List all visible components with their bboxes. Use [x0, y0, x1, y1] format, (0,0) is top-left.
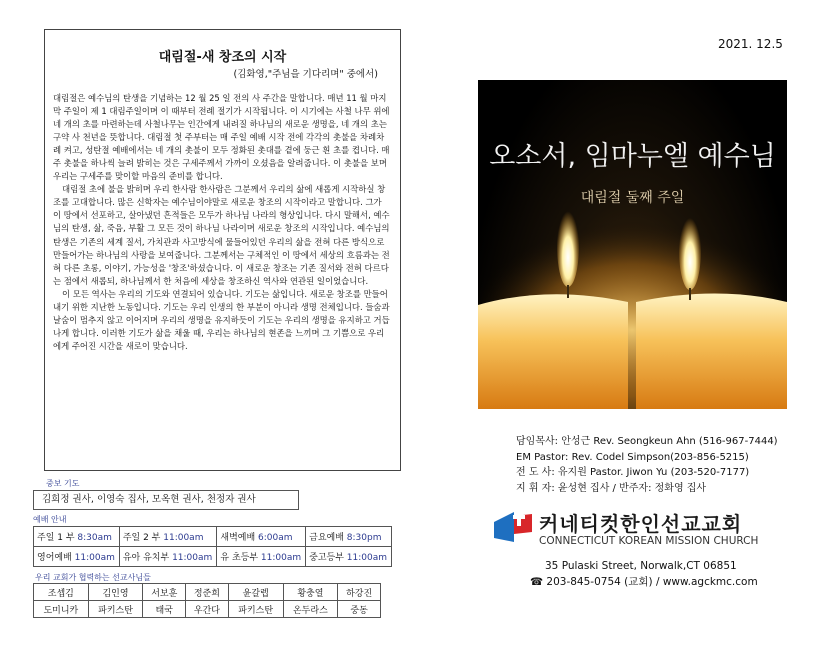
- article-paragraph: 대림절은 예수님의 탄생을 기념하는 12 월 25 일 전의 사 주간을 말합니다. 매년 11 월 마지막 주일이 제 1 대림주일이며 이 때부터 전례 절기가 시작됩니다. 이 시기에는 사철 나무 위에 네 개의 초를 마련하는데 사철나무는 인간에게 내려질 하나님의 새로운 생명을, 네 개의 초는 구약 사 천년을 뜻합니다. 대림절 첫 주부터는 매 주일 예배 시작 전에 각각의 촛불을 차례차례 켜고, 성탄절 예배에서는 네 개의 촛불이 모두 정화된 촛대를 곁에 둥근 흰 초를 켭니다. 매주 촛불을 하나씩 늘려 밝히는 것은 구세주께서 가까이 오셨음을 알려줍니다. 이 촛불을 보며 우리는 구세주를 맞이할 마음의 준비를 합니다.: [53, 93, 390, 182]
- candle-illustration: [478, 80, 787, 409]
- bulletin-date: 2021. 12.5: [718, 37, 783, 51]
- church-address: 35 Pulaski Street, Norwalk,CT 06851: [545, 560, 737, 572]
- service-time: 8:30am: [77, 533, 112, 543]
- missionary-name: 윤갈렙: [228, 584, 283, 601]
- service-name: 주일 1 부: [37, 533, 75, 543]
- staff-list: [516, 434, 778, 496]
- worship-cell: [306, 547, 392, 567]
- worship-cell: [217, 547, 306, 567]
- article-paragraph: 이 모든 역사는 우리의 기도와 연결되어 있습니다. 기도는 삶입니다. 새로운 창조를 만들어내기 위한 지난한 노동입니다. 기도는 우리 인생의 한 부분이 아니라 생명 전체입니다. 들숨과 날숨이 멈추지 않고 이어지며 우리의 생명을 유지하듯이 기도는 우리의 생명을 유지하고 거듭나게 합니다. 이러한 기도가 삶을 채울 때, 우리는 하나님의 현존을 느끼며 그 기쁨으로 우리에게 주어진 시간을 새로이 맞습니다.: [53, 288, 390, 351]
- left-flame-icon: [557, 203, 579, 287]
- missionary-country: 도미니카: [34, 601, 89, 618]
- article-title: 대림절-새 창조의 시작: [158, 50, 287, 65]
- worship-cell: [119, 547, 217, 567]
- missionary-country: 태국: [143, 601, 186, 618]
- article-body: [53, 92, 390, 353]
- church-logo-icon: [492, 508, 534, 546]
- worship-cell: [217, 527, 306, 547]
- missionary-name: 김인영: [88, 584, 143, 601]
- service-time: 11:00am: [74, 553, 115, 563]
- missionary-country: 온두라스: [283, 601, 338, 618]
- staff-line: EM Pastor: Rev. Codel Simpson(203-856-5215): [516, 451, 749, 463]
- worship-label: 예배 안내: [33, 515, 67, 524]
- missionary-country: 파키스탄: [228, 601, 283, 618]
- table-row: [34, 584, 381, 601]
- service-name: 새벽예배: [220, 533, 256, 543]
- worship-cell: [34, 547, 120, 567]
- right-candle: [636, 294, 787, 410]
- service-time: 8:30pm: [346, 533, 382, 543]
- worship-cell: [306, 527, 392, 547]
- service-name: 금요예배: [309, 533, 344, 543]
- table-row: [34, 547, 392, 567]
- church-contact: ☎ 203-845-0754 (교회) / www.agckmc.com: [530, 576, 758, 588]
- table-row: [34, 601, 381, 618]
- worship-schedule-table: [33, 526, 392, 567]
- hero-subtitle: 대림절 둘째 주일: [580, 190, 685, 206]
- missionary-name: 서보훈: [143, 584, 186, 601]
- article-subtitle: (김화영,"주님을 기다리며" 중에서): [233, 69, 378, 80]
- staff-line: 지 휘 자: 윤성현 집사 / 반주자: 정화영 집사: [516, 482, 707, 494]
- table-row: [34, 527, 392, 547]
- service-time: 11:00am: [163, 533, 204, 543]
- hero-title: 오소서, 임마누엘 예수님: [489, 141, 776, 172]
- advent-candle-image: [478, 80, 787, 409]
- missionaries-table: [33, 583, 381, 618]
- worship-cell: [34, 527, 120, 547]
- service-time: 11:00am: [260, 553, 302, 563]
- article-box: [44, 29, 401, 471]
- missionary-name: 황충열: [283, 584, 338, 601]
- staff-line: 전 도 사: 유지원 Pastor. Jiwon Yu (203-520-7177): [516, 467, 750, 478]
- right-flame-icon: [679, 210, 701, 290]
- missionary-country: 우간다: [186, 601, 229, 618]
- missionary-country: 파키스탄: [88, 601, 143, 618]
- prayer-label: 중보 기도: [46, 479, 80, 488]
- staff-line: 담임목사: 안성근 Rev. Seongkeun Ahn (516-967-7444): [516, 436, 778, 447]
- church-name-korean: 커네티컷한인선교교회: [539, 512, 743, 536]
- missionaries-label: 우리 교회가 협력하는 선교사님들: [35, 573, 151, 582]
- missionary-name: 정준희: [186, 584, 229, 601]
- left-candle: [478, 294, 628, 409]
- service-time: 6:00am: [258, 533, 293, 543]
- church-name-english: CONNECTICUT KOREAN MISSION CHURCH: [539, 535, 759, 547]
- missionary-name: 하강진: [338, 584, 381, 601]
- service-time: 11:00am: [172, 553, 213, 563]
- service-name: 유아 유치부: [122, 553, 170, 563]
- service-name: 주일 2 부: [122, 533, 161, 543]
- service-name: 유 초등부: [220, 553, 259, 563]
- service-name: 중고등부: [309, 553, 344, 563]
- prayer-names: 김희정 권사, 이영숙 집사, 모옥현 권사, 천정자 권사: [33, 490, 299, 510]
- worship-cell: [119, 527, 217, 547]
- service-name: 영어예배: [37, 553, 72, 563]
- article-paragraph: 대림절 초에 불을 밝히며 우리 한사람 한사람은 그분께서 우리의 삶에 새롭게 시작하실 창조를 고대합니다. 많은 신학자는 예수님이야말로 새로운 창조의 시작이라고 말합니다. 그가 이 땅에서 선포하고, 살아냈던 흔적들은 모두가 하나님 나라의 형상입니다. 다시 말해서, 예수님의 탄생, 삶, 죽음, 부활 그 모든 것이 하나님 나라이며 새로운 창조의 시작입니다. 예수님의 탄생은 기존의 세계 질서, 가치관과 사고방식에 물들어있던 우리의 삶을 전혀 다른 방식으로 만들어가는 하나님의 사랑을 보여줍니다. 그분께서는 구체적인 이 땅에서 세상의 흐름과는 전혀 다른 초롱, 이야기, 가능성을 '창조'하셨습니다. 이 새로운 창조는 기존 질서와 전혀 다르다는 점에서 새롭되, 하나님께서 한 처음에 세상을 창조하신 역사와 연관된 일이었습니다.: [53, 184, 390, 286]
- service-time: 11:00am: [346, 553, 387, 563]
- missionary-name: 조셉김: [34, 584, 89, 601]
- missionary-country: 중동: [338, 601, 381, 618]
